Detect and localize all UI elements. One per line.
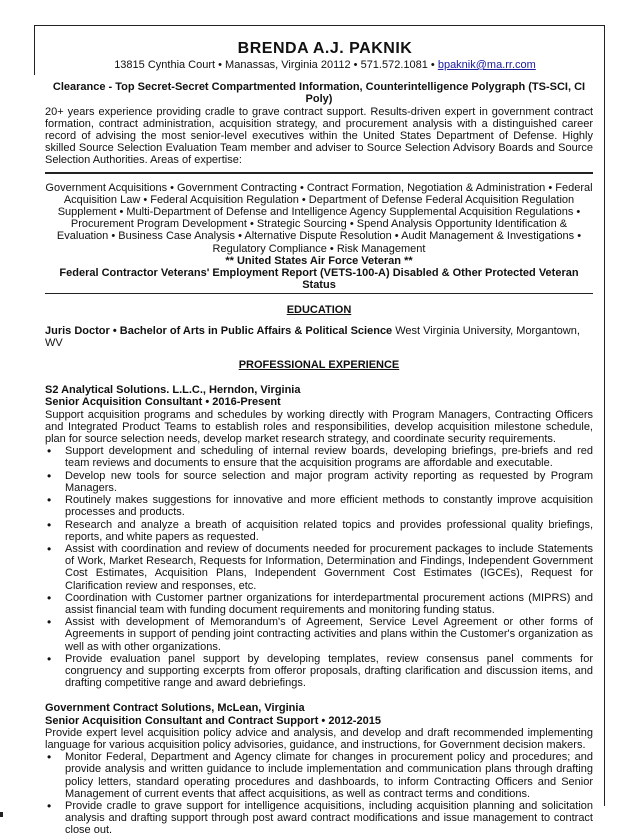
job-title: Senior Acquisition Consultant • 2016-Present bbox=[45, 396, 281, 409]
degrees: Juris Doctor • Bachelor of Arts in Public Affairs & Political Science bbox=[45, 324, 393, 337]
education-heading: EDUCATION bbox=[286, 304, 352, 317]
veteran-status: ** United States Air Force Veteran ** bbox=[225, 254, 413, 267]
list-item: • Provide cradle to grave support for intelligence acquisitions, including acquisition planning and solicitation analysis and drafting support through post award contract modifications and issue management to contract close out. bbox=[65, 800, 593, 837]
school: West Virginia University, Morgantown, WV bbox=[45, 324, 580, 349]
list-item: • Coordination with Customer partner organizations for interdepartmental procurement actions (MIPRS) and assist financial team with funding document requirements and monitoring funding status. bbox=[65, 592, 593, 616]
education-entry bbox=[45, 325, 593, 349]
list-item: • Monitor Federal, Department and Agency climate for changes in procurement policy and procedures; and provide analysis and written guidance to include implementation and communication plans through drafting policy letters, standard operating procedures and dashboards, to inform Contracting Officers and Senior Management of current events that affect acquisitions, as well as contract terms and conditions. bbox=[65, 751, 593, 800]
list-item: • Research and analyze a breath of acquisition related topics and provides professional quality briefings, reports, and white papers as requested. bbox=[65, 519, 593, 543]
contact-address: 13815 Cynthia Court • Manassas, Virginia 20112 • 571.572.1081 • bbox=[114, 59, 438, 71]
job-title: Senior Acquisition Consultant and Contract Support • 2012-2015 bbox=[45, 714, 381, 727]
job-company: S2 Analytical Solutions. L.L.C., Herndon, Virginia bbox=[45, 384, 301, 397]
list-item: • Routinely makes suggestions for innovative and more efficient methods to constantly improve acquisition processes and products. bbox=[65, 494, 593, 518]
clearance-line: Clearance - Top Secret-Secret Compartmented Information, Counterintelligence Polygraph (TS-SCI, CI Poly) bbox=[52, 81, 586, 106]
job-description: Support acquisition programs and schedules by working directly with Program Managers, Contracting Officers and Integrated Product Teams to establish roles and responsibilities, develop acquisition milestone schedule, plan for source selection needs, develop market research strategy, and coordinate security requirements. bbox=[45, 408, 593, 446]
job-entry bbox=[45, 384, 593, 689]
list-item: • Assist with development of Memorandum's of Agreement, Service Level Agreement or other forms of Agreements in support of pending joint contracting activities and plans within the Customer's organization as well as with other organizations. bbox=[65, 616, 593, 653]
job-entry bbox=[45, 702, 593, 836]
job-description: Provide expert level acquisition policy advice and analysis, and develop and draft recommended implementing language for various acquisition policy advisories, guidance, and instructions, for Government decision makers. bbox=[45, 726, 593, 751]
section-divider bbox=[45, 172, 593, 174]
veteran-report: Federal Contractor Veterans' Employment Report (VETS-100-A) Disabled & Other Protected Veteran Status bbox=[59, 267, 579, 292]
list-item: • Assist with coordination and review of documents needed for procurement packages to include Statements of Work, Market Research, Requests for Information, Determination and Findings, Independent Government Cost Estimates, Acquisition Plans, Independent Government Cost Estimates (IGCEs), Request for Clarification review and responses, etc. bbox=[65, 543, 593, 592]
scan-mark bbox=[0, 812, 3, 817]
areas-of-expertise: Government Acquisitions • Government Contracting • Contract Formation, Negotiation & Administration • Federal Acquisition Law • Federal Acquisition Regulation • Department of Defense Federal Acquisition Regulation Supplement • Multi-Department of Defense and Intelligence Agency Supplemental Acquisition Regulations • Procurement Program Development • Strategic Sourcing • Spend Analysis Opportunity Identification & Evaluation • Business Case Analysis • Alternative Dispute Resolution • Audit Management & Investigations • Regulatory Compliance • Risk Management bbox=[45, 181, 593, 255]
experience-heading: PROFESSIONAL EXPERIENCE bbox=[238, 359, 400, 372]
section-divider bbox=[45, 293, 593, 294]
job-bullets bbox=[45, 445, 593, 689]
list-item: • Support development and scheduling of internal review boards, developing briefings, pre-briefs and red team reviews and documents to ensure that the acquisition programs are affordable and executable. bbox=[65, 445, 593, 469]
email-link[interactable]: bpaknik@ma.rr.com bbox=[437, 59, 536, 71]
list-item: • Provide evaluation panel support by developing templates, review consensus panel comments for congruency and supporting excerpts from offeror proposals, drafting clarification and discussion items, and drafting competitive range and award debriefings. bbox=[65, 653, 593, 690]
contact-line bbox=[57, 59, 593, 71]
job-bullets bbox=[45, 751, 593, 836]
candidate-name: BRENDA A.J. PAKNIK bbox=[237, 40, 413, 57]
list-item: • Develop new tools for source selection and major program activity reporting as requested by Program Managers. bbox=[65, 470, 593, 494]
resume bbox=[45, 40, 593, 837]
job-company: Government Contract Solutions, McLean, Virginia bbox=[45, 702, 305, 715]
summary-paragraph: 20+ years experience providing cradle to grave contract support. Results-driven expert in government contract formation, contract administration, acquisition strategy, and procurement analysis with a distinguished career record of advising the most senior-level executives within the United States Department of Defense. Highly skilled Source Selection Evaluation Team member and adviser to Source Selection Advisory Boards and Source Selection Authorities. Areas of expertise: bbox=[45, 105, 593, 167]
page-border-left bbox=[34, 25, 35, 75]
